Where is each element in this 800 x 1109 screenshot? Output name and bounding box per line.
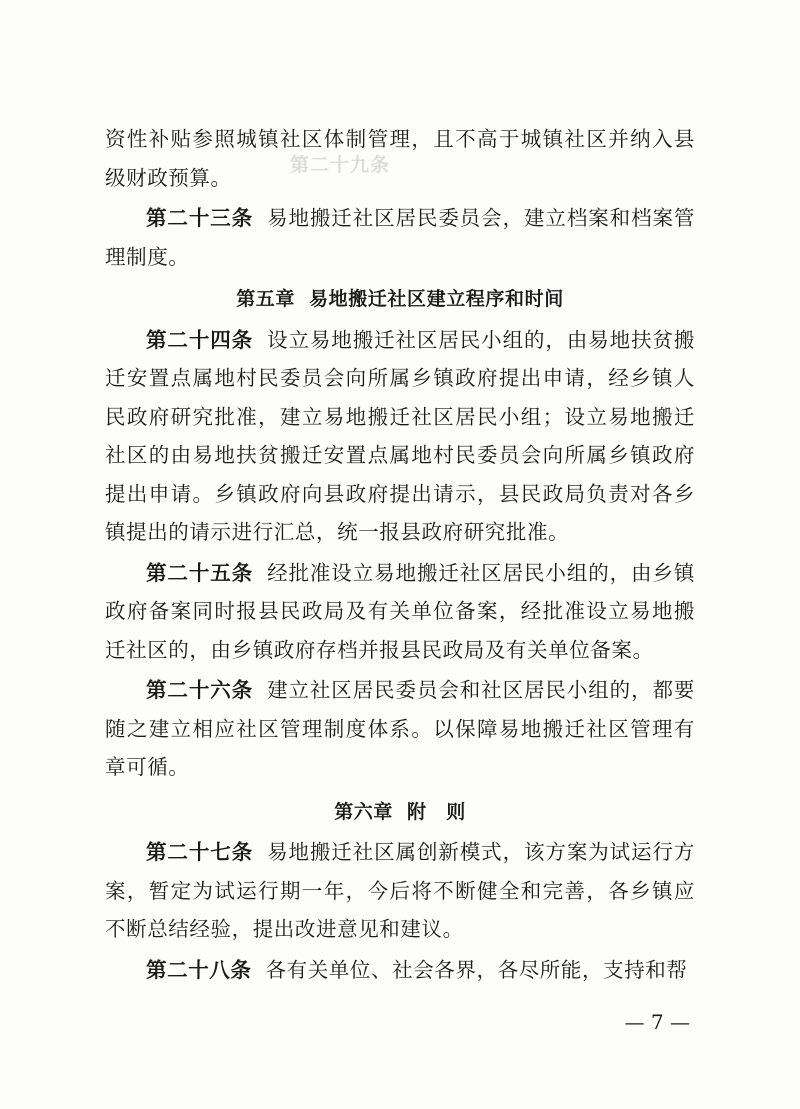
article-28-label: 第二十八条 [146,957,252,982]
article-25-text: 经批准设立易地搬迁社区居民小组的，由乡镇政府备案同时报县民政局及有关单位备案，经批准设立易地搬迁社区的，由乡镇政府存档并报县民政局及有关单位备案。 [105,560,695,662]
article-26-label: 第二十六条 [146,678,254,702]
chapter-6-number: 第六章 [334,800,393,823]
chapter-5-number: 第五章 [236,288,295,310]
page-number-text: — 7 — [624,1010,690,1034]
bleed-through-text: 第二十九条 [290,154,391,176]
article-28 [105,951,695,990]
article-27 [105,833,695,949]
article-28-text: 各有关单位、社会各界，各尽所能，支持和帮 [265,957,688,982]
document-body [105,120,695,989]
article-27-text: 易地搬迁社区属创新模式，该方案为试运行方案，暂定为试运行期一年，今后将不断健全和完善，各乡镇应不断总结经验，提出改进意见和建议。 [105,840,695,941]
article-23-text: 易地搬迁社区居民委员会，建立档案和档案管理制度。 [105,206,695,269]
article-24-text: 设立易地搬迁社区居民小组的，由易地扶贫搬迁安置点属地村民委员会向所属乡镇政府提出申请，经乡镇人民政府研究批准，建立易地搬迁社区居民小组；设立易地搬迁社区的由易地扶贫搬迁安置点属地村民委员会向所属乡镇政府提出申请。乡镇政府向县政府提出请示，县民政局负责对各乡镇提出的请示进行汇总，统一报县政府研究批准。 [105,327,695,544]
article-24 [105,321,695,552]
article-26-text: 建立社区居民委员会和社区居民小组的，都要随之建立相应社区管理制度体系。以保障易地搬迁社区管理有章可循。 [105,678,695,779]
chapter-5-title: 易地搬迁社区建立程序和时间 [309,288,564,310]
paragraph-continuation: 资性补贴参照城镇社区体制管理，且不高于城镇社区并纳入县级财政预算。 [105,127,695,190]
article-25-label: 第二十五条 [146,560,254,585]
article-24-label: 第二十四条 [146,327,254,352]
article-23 [105,199,695,276]
article-27-label: 第二十七条 [146,840,254,864]
page-number [0,1010,800,1034]
article-26 [105,671,695,787]
article-23-label: 第二十三条 [146,206,254,230]
chapter-5-heading [105,280,695,319]
chapter-6-heading [105,793,695,832]
article-25 [105,554,695,670]
chapter-6-title: 附 则 [407,800,466,823]
